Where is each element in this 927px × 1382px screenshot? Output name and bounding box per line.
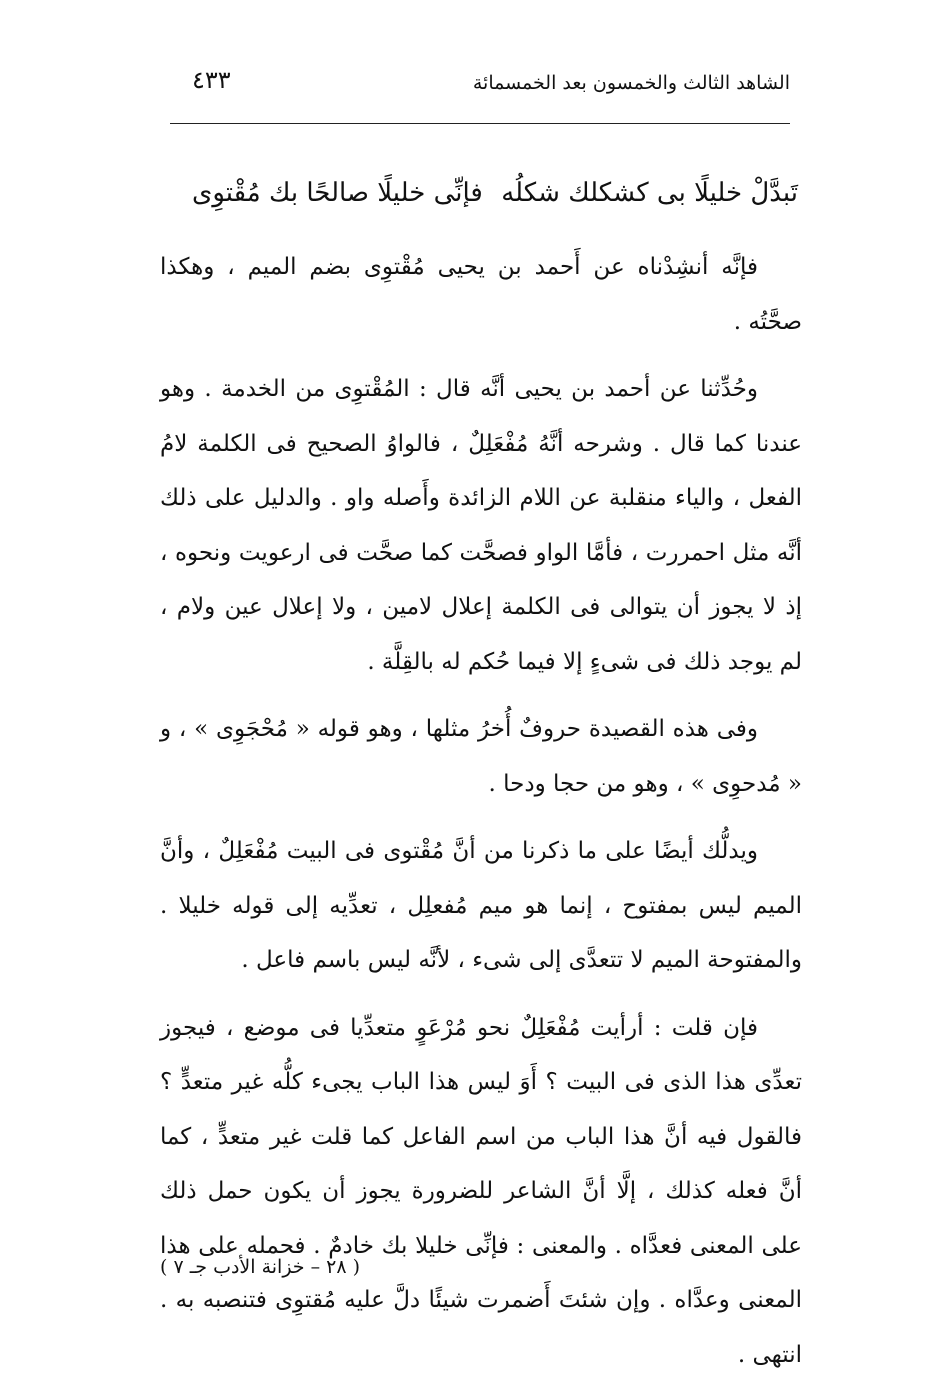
poetry-verse [180,178,798,224]
verse-second-hemistich: فإنِّى خليلًا صالحًا بك مُقْتوِى [192,178,483,208]
paragraph-2: وحُدِّثنا عن أحمد بن يحيى أنَّه قال : المُقْتوِى من الخدمة . وهو عندنا كما قال . وشرحه أنَّهُ مُفْعَلِلٌ ، فالواوُ الصحيح فى الكلمة لامُ الفعل ، والياء منقلبة عن اللام الزائدة وأَصله واو . والدليل على ذلك أنَّه مثل احمررت ، فأمَّا الواو فصحَّت كما صحَّت فى ارعويت ونحوه ، إذ لا يجوز أن يتوالى فى الكلمة إعلال لامين ، ولا إعلال عين ولام ، لم يوجد ذلك فى شىءٍ إلا فيما حُكم له بالقِلَّة . [160,362,802,689]
paragraph-3: وفى هذه القصيدة حروفٌ أُخرُ مثلها ، وهو قوله « مُحْجَوِى » ، و « مُدحوِى » ، وهو من حجا ودحا . [160,702,802,811]
running-title: الشاهد الثالث والخمسون بعد الخمسمائة [473,72,790,94]
body-text [160,240,802,1382]
paragraph-1: فإنَّه أنشِدْناه عن أَحمد بن يحيى مُقْتوِى بضم الميم ، وهكذا صحَّتُه . [160,240,802,349]
verse-first-hemistich: تَبدَّلْ خليلًا بى كشكلك شكلُه [501,178,798,208]
page-header [170,66,790,102]
paragraph-4: ويدلُّك أيضًا على ما ذكرنا من أنَّ مُقْتوى فى البيت مُفْعَلِلٌ ، وأنَّ الميم ليس بمفتوح ، إنما هو ميم مُفعلِل ، تعدِّيه إلى قوله خليلا . والمفتوحة الميم لا تتعدَّى إلى شىء ، لأنَّه ليس باسم فاعل . [160,824,802,988]
footer-signature: ( ٢٨ – خزانة الأدب جـ ٧ ) [160,1256,420,1278]
header-rule [170,123,790,124]
page-number: ٤٣٣ [192,66,231,94]
paragraph-5: فإن قلت : أرأيت مُفْعَلِلٌ نحو مُرْعَوٍ متعدِّيا فى موضع ، فيجوز تعدِّى هذا الذى فى البيت ؟ أَوَ ليس هذا الباب يجىء كلُّه غير متعدٍّ ؟ فالقول فيه أنَّ هذا الباب من اسم الفاعل كما قلت غير متعدٍّ ، كما أنَّ فعله كذلك ، إلَّا أنَّ الشاعر للضرورة يجوز أن يكون حمل ذلك على المعنى فعدَّاه . والمعنى : فإنِّى خليلا بك خادمٌ . فحمله على هذا المعنى وعدَّاه . وإن شئتَ أَضمرت شيئًا دلَّ عليه مُقتوِى فتنصبه به . انتهى . [160,1001,802,1382]
